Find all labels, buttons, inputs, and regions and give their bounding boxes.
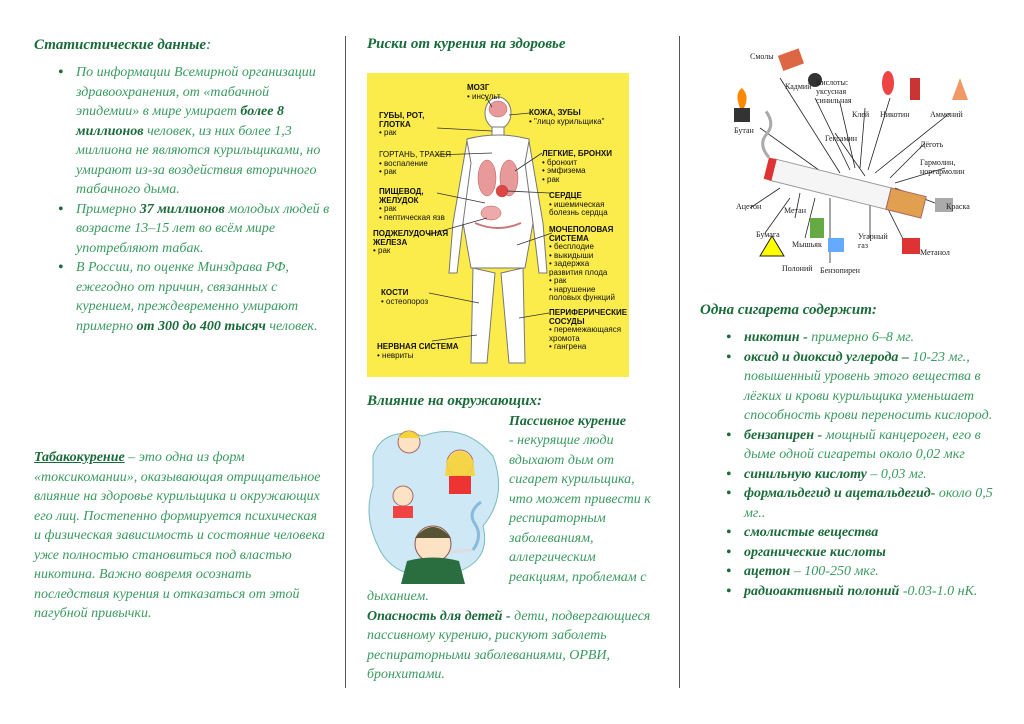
chem-label-garmolin: Гармолин, норгармолин: [920, 158, 965, 176]
passive-block: Пассивное курение: [509, 414, 626, 429]
stats-heading: Статистические данные:: [34, 37, 212, 53]
chem-label-benzopiren: Бензопирен: [820, 266, 860, 275]
chem-label-geksamin: Гексамин: [825, 134, 858, 143]
label-stomach: ПИЩЕВОД, ЖЕЛУДОК • рак • пептическая язв: [379, 187, 445, 222]
chem-label-kadmiy: Кадмий: [785, 82, 812, 91]
chem-label-smoly: Смолы: [750, 52, 774, 61]
definition-paragraph: Табакокурение – это одна из форм «токсикомании», оказывающая отрицательное влияние на здоровье курильщика и окружающих его лиц. Постепенно формируется психическая и физическая зависимость и состояние человека уже полностью становиться под властью никотина. Важно вовремя осознать последствия курения и отказаться от этой пагубной привычки.: [34, 450, 325, 621]
chem-label-metanol: Метанол: [920, 248, 950, 257]
stats-item: • Примерно 37 миллионов молодых людей в возрасте 13–15 лет во всём мире употребляют табак.: [52, 200, 332, 259]
chem-label-butan: Бутан: [734, 126, 754, 135]
label-bones: КОСТИ • остеопороз: [381, 288, 429, 306]
chem-label-myshyak: Мышьяк: [792, 240, 822, 249]
divider-left: [345, 36, 346, 688]
label-throat: ГОРТАНЬ, ТРАХЕЯ • воспаление • рак: [379, 150, 451, 176]
chem-label-kisloty: Кислоты: уксусная синильная: [816, 78, 852, 105]
contains-item: • смолистые вещества: [720, 523, 996, 543]
contains-item: • оксид и диоксид углерода – 10-23 мг., повышенный уровень этого вещества в лёгких и крови курильщика уменьшает способность крови переносить кислород.: [720, 348, 996, 426]
contains-item: • радиоактивный полоний -0.03-1.0 нК.: [720, 582, 996, 602]
contains-item: • синильную кислоту – 0,03 мг.: [720, 465, 996, 485]
chem-label-bumaga: Бумага: [756, 230, 780, 239]
contains-item: • формальдегид и ацетальдегид- около 0,5 мг..: [720, 484, 996, 523]
left-column: [34, 0, 334, 724]
label-brain: МОЗГ • инсульт: [467, 83, 501, 101]
label-heart: СЕРДЦЕ • ишемическая болезнь сердца: [549, 191, 608, 217]
stats-list: [52, 63, 332, 336]
passive-paragraph: - некурящие люди вдыхают дым от сигарет курильщика, что может привести к респираторным заболеваниям, аллергическим реакциям, проблемам с дыханием. Опасность для детей - дети, подвергающиеся пассивному курению, рискуют заболеть респираторными заболеваниями, ОРВИ, бронхитами.: [367, 433, 651, 682]
chem-label-ugarny: Угарный газ: [858, 232, 888, 250]
contains-item: • органические кислоты: [720, 543, 996, 563]
chem-label-kley: Клей: [852, 110, 870, 119]
label-nerve: НЕРВНАЯ СИСТЕМА • невриты: [377, 342, 459, 360]
label-pancreas: ПОДЖЕЛУДОЧНАЯ ЖЕЛЕЗА • рак: [373, 229, 449, 255]
label-lips: ГУБЫ, РОТ, ГЛОТКА • рак: [379, 111, 425, 137]
label-lungs: ЛЕГКИЕ, БРОНХИ • бронхит • эмфизема • рак: [542, 149, 612, 184]
contains-item: • бензапирен - мощный канцероген, его в дыме одной сигареты около 0,02 мкг: [720, 426, 996, 465]
body-diagram: [367, 73, 629, 377]
label-urogenital: МОЧЕПОЛОВАЯ СИСТЕМА • бесплодие • выкидыши • задержка развития плода • рак • нарушение половых функций: [549, 225, 615, 302]
label-vessels: ПЕРИФЕРИЧЕСКИЕ СОСУДЫ • перемежающаяся хромота • гангрена: [549, 308, 628, 351]
risks-heading: Риски от курения на здоровье: [367, 36, 566, 52]
influence-heading: Влияние на окружающих:: [367, 393, 542, 409]
chem-label-degot: Дёготь: [920, 140, 944, 149]
contains-item: • никотин - примерно 6–8 мг.: [720, 328, 996, 348]
stats-item: • В России, по оценке Минздрава РФ, ежегодно от причин, связанных с курением, преждевременно умирают примерно от 300 до 400 тысяч человек.: [52, 258, 332, 336]
chem-label-poloniy: Полоний: [782, 264, 813, 273]
contains-list: [720, 328, 996, 601]
cigarette-diagram: [720, 38, 985, 278]
label-skin: КОЖА, ЗУБЫ • "лицо курильщика": [529, 108, 605, 126]
chem-label-ammoniy: Аммоний: [930, 110, 963, 119]
stats-item: • По информации Всемирной организации здравоохранения, от «табачной эпидемии» в мире умирает более 8 миллионов человек, из них более 1,3 миллиона не являются курильщиками, но умирают из-за воздействия вторичного табачного дыма.: [52, 63, 332, 200]
chem-label-kraska: Краска: [946, 202, 970, 211]
divider-right: [679, 36, 680, 688]
chem-label-nikotin: Никотин: [880, 110, 910, 119]
chem-label-aceton: Ацетон: [736, 202, 762, 211]
contains-heading: Одна сигарета содержит:: [700, 302, 877, 318]
contains-item: • ацетон – 100-250 мкг.: [720, 562, 996, 582]
chem-label-metan: Метан: [784, 206, 806, 215]
